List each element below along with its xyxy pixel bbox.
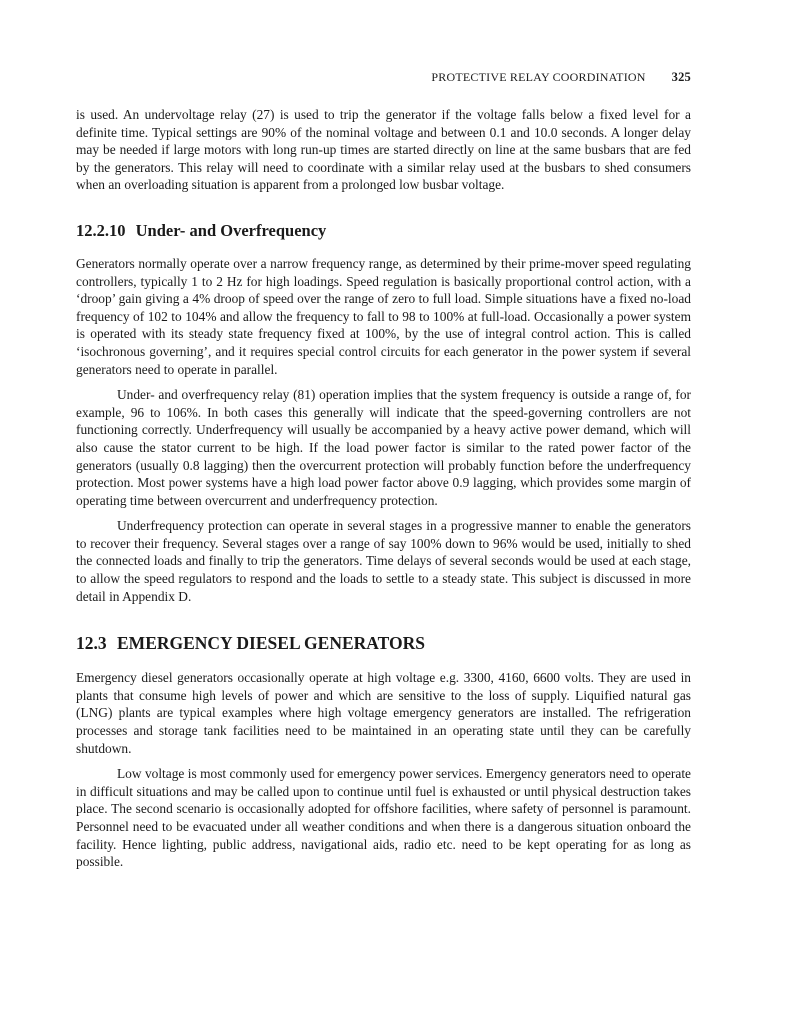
page-number: 325 <box>671 70 691 84</box>
section-paragraph: Low voltage is most commonly used for emergency power services. Emergency generators need to operate in difficult situations and may be called upon to continue until fuel is exhausted or until physical destruction takes place. The second scenario is occasionally adopted for offshore facilities, where safety of personnel is paramount. Personnel need to be evacuated under all weather conditions and when there is a dangerous situation onboard the facility. Hence lighting, public address, navigational aids, radio etc. need to be kept operating for as long as possible. <box>76 766 691 870</box>
subsection-heading <box>76 221 691 241</box>
running-header <box>76 70 691 85</box>
section-title: EMERGENCY DIESEL GENERATORS <box>117 633 425 654</box>
intro-paragraph: is used. An undervoltage relay (27) is used to trip the generator if the voltage falls below a fixed level for a definite time. Typical settings are 90% of the nominal voltage and between 0.1 and 10.0 seconds. A longer delay may be needed if large motors with long run-up times are started directly on line at the same busbars that are fed by the generators. This relay will need to coordinate with a similar relay used at the busbars to shed consumers when an overloading situation is apparent from a prolonged low busbar voltage. <box>76 107 691 193</box>
running-title: PROTECTIVE RELAY COORDINATION <box>431 70 646 84</box>
subsection-paragraph: Generators normally operate over a narrow frequency range, as determined by their prime-mover speed regulating controllers, typically 1 to 2 Hz for high loadings. Speed regulation is basically proportional control action, with a ‘droop’ gain giving a 4% droop of speed over the range of zero to full load. Simple situations have a fixed no-load frequency of 102 to 104% and allow the frequency to fall to 98 to 100% at full-load. Occasionally a power system is operated with its steady state frequency fixed at 100%, by the use of integral control action. This is called ‘isochronous governing’, and it requires special control circuits for each generator in the power system if several generators need to operate in parallel. <box>76 255 691 377</box>
section-heading <box>76 633 691 654</box>
subsection-number: 12.2.10 <box>76 220 126 240</box>
subsection-paragraph: Underfrequency protection can operate in several stages in a progressive manner to enable the generators to recover their frequency. Several stages over a range of say 100% down to 96% would be used, initially to shed the connected loads and finally to trip the generators. Time delays of several seconds would be used at each stage, to allow the speed regulators to respond and the loads to settle to a steady state. This subject is discussed in more detail in Appendix D. <box>76 518 691 604</box>
subsection-paragraph: Under- and overfrequency relay (81) operation implies that the system frequency is outside a range of, for example, 96 to 106%. In both cases this generally will indicate that the speed-governing controllers are not functioning correctly. Underfrequency will usually be accompanied by a heavy active power demand, which will also cause the stator current to be high. If the load power factor is similar to the rated power factor of the generators (usually 0.8 lagging) then the overcurrent protection will probably function before the underfrequency protection. Most power systems have a high load power factor above 0.9 lagging, which provides some margin of operating time between overcurrent and underfrequency protection. <box>76 387 691 508</box>
subsection-title: Under- and Overfrequency <box>135 220 327 240</box>
section-paragraph: Emergency diesel generators occasionally operate at high voltage e.g. 3300, 4160, 6600 volts. They are used in plants that consume high levels of power and which are sensitive to the loss of supply. Liquified natural gas (LNG) plants are typical examples where high voltage emergency generators are installed. The refrigeration processes and storage tank facilities need to be maintained in an operating state until they can be carefully shutdown. <box>76 670 691 756</box>
section-number: 12.3 <box>76 633 107 654</box>
